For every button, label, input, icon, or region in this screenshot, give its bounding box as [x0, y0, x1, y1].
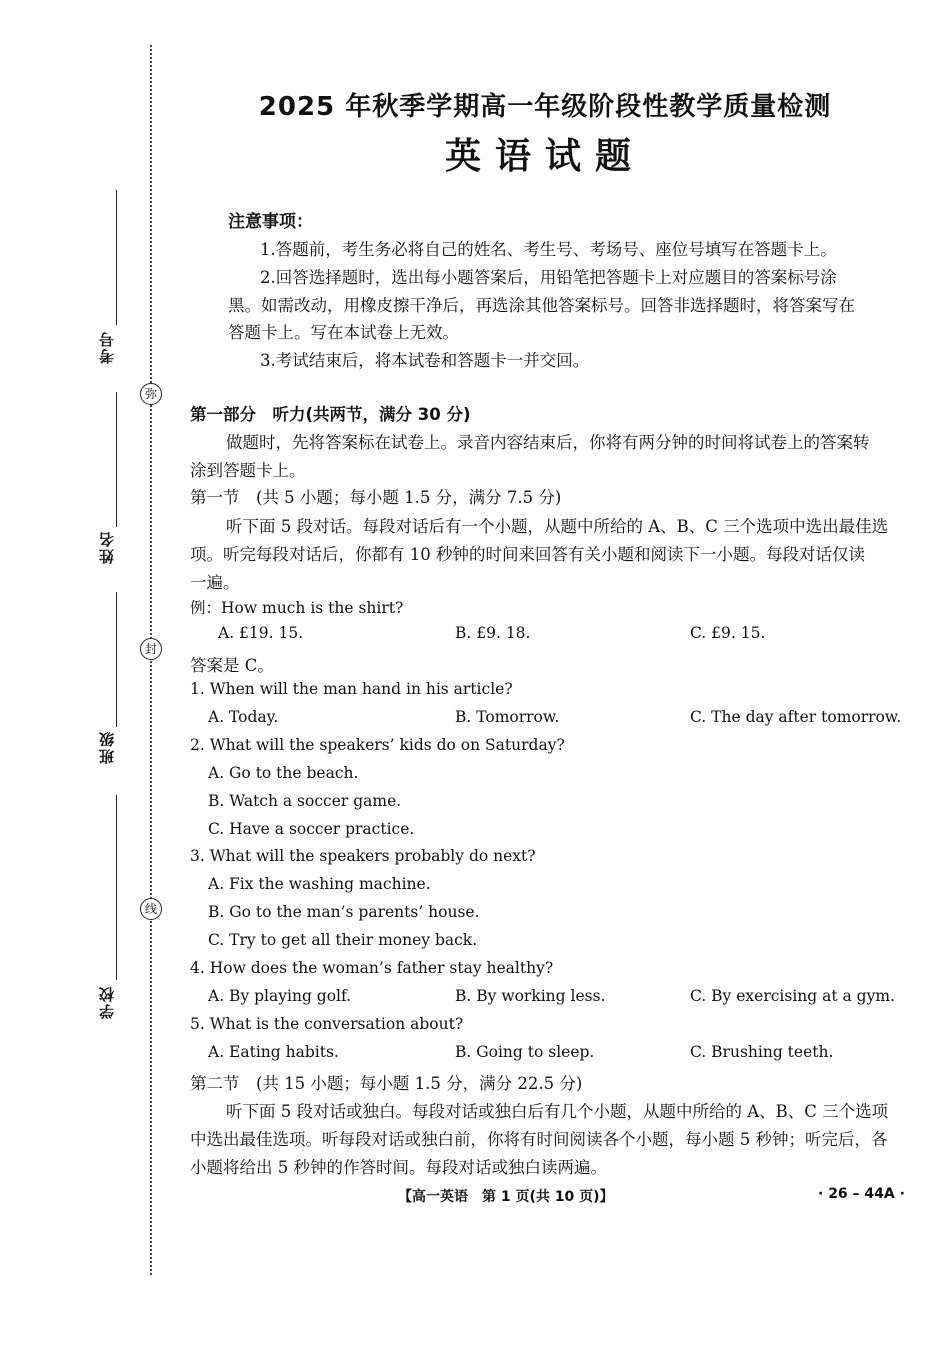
notice-line-1: 1.答题前，考生务必将自己的姓名、考生号、考场号、座位号填写在答题卡上。	[260, 240, 837, 259]
page-footer: 【高一英语 第 1 页(共 10 页)】	[398, 1189, 614, 1205]
exam-number-blank-line	[116, 190, 117, 325]
seal-mark-xian: 线	[140, 898, 162, 920]
part1-intro-line-1: 做题时，先将答案标在试卷上。录音内容结束后，你将有两分钟的时间将试卷上的答案转	[226, 433, 870, 452]
part1-heading: 第一部分 听力(共两节，满分 30 分)	[190, 405, 471, 424]
exam-number-label: 考号	[98, 330, 116, 364]
name-blank-line	[116, 392, 117, 527]
section1-intro-line-3: 一遍。	[190, 573, 240, 592]
notice-line-5: 3.考试结束后，将本试卷和答题卡一并交回。	[260, 351, 590, 370]
question-1-option-a: A. Today.	[208, 708, 279, 726]
question-5-option-c: C. Brushing teeth.	[690, 1043, 834, 1061]
question-1-stem: 1. When will the man hand in his article?	[190, 680, 513, 698]
part1-intro-line-2: 涂到答题卡上。	[190, 461, 306, 480]
school-blank-line	[116, 795, 117, 980]
question-2-option-c: C. Have a soccer practice.	[208, 820, 415, 838]
question-2-option-b: B. Watch a soccer game.	[208, 792, 402, 810]
notice-line-3: 黑。如需改动，用橡皮擦干净后，再选涂其他答案标号。回答非选择题时，将答案写在	[228, 296, 855, 315]
notice-heading: 注意事项：	[228, 212, 313, 232]
question-4-stem: 4. How does the woman’s father stay healthy?	[190, 959, 554, 977]
class-blank-line	[116, 592, 117, 727]
question-4-option-b: B. By working less.	[455, 987, 606, 1005]
seal-mark-feng: 封	[140, 638, 162, 660]
question-2-option-a: A. Go to the beach.	[208, 764, 359, 782]
exam-title: 2025 年秋季学期高一年级阶段性教学质量检测	[258, 92, 832, 122]
section1-heading: 第一节 (共 5 小题；每小题 1.5 分，满分 7.5 分)	[190, 488, 562, 507]
question-5-stem: 5. What is the conversation about?	[190, 1015, 464, 1033]
example-option-c: C. £9. 15.	[690, 624, 766, 642]
section2-intro-line-3: 小题将给出 5 秒钟的作答时间。每段对话或独白读两遍。	[190, 1158, 607, 1177]
name-label: 姓名	[98, 530, 116, 564]
section2-heading: 第二节 (共 15 小题；每小题 1.5 分，满分 22.5 分)	[190, 1074, 583, 1093]
question-3-option-b: B. Go to the man’s parents’ house.	[208, 903, 480, 921]
paper-code: · 26 – 44A ·	[818, 1186, 905, 1202]
question-1-option-b: B. Tomorrow.	[455, 708, 560, 726]
question-5-option-b: B. Going to sleep.	[455, 1043, 595, 1061]
question-3-stem: 3. What will the speakers probably do next?	[190, 847, 536, 865]
question-4-option-c: C. By exercising at a gym.	[690, 987, 895, 1005]
section1-intro-line-2: 项。听完每段对话后，你都有 10 秒钟的时间来回答有关小题和阅读下一小题。每段对话仅读	[190, 545, 865, 564]
seal-mark-mi: 弥	[140, 383, 162, 405]
question-2-stem: 2. What will the speakers’ kids do on Saturday?	[190, 736, 565, 754]
question-3-option-c: C. Try to get all their money back.	[208, 931, 478, 949]
binding-dotted-line	[150, 45, 152, 1275]
question-3-option-a: A. Fix the washing machine.	[208, 875, 431, 893]
question-5-option-a: A. Eating habits.	[208, 1043, 339, 1061]
section1-intro-line-1: 听下面 5 段对话。每段对话后有一个小题，从题中所给的 A、B、C 三个选项中选出最佳选	[226, 517, 889, 536]
notice-line-4: 答题卡上。写在本试卷上无效。	[228, 323, 459, 342]
school-label: 学校	[98, 985, 116, 1019]
class-label: 班级	[98, 730, 116, 764]
section2-intro-line-2: 中选出最佳选项。听每段对话或独白前，你将有时间阅读各个小题，每小题 5 秒钟；听完后，各	[190, 1130, 888, 1149]
section2-intro-line-1: 听下面 5 段对话或独白。每段对话或独白后有几个小题，从题中所给的 A、B、C 三个选项	[226, 1102, 889, 1121]
subject-title: 英语试题	[444, 136, 645, 177]
example-question: 例：How much is the shirt?	[190, 599, 404, 617]
question-4-option-a: A. By playing golf.	[208, 987, 352, 1005]
example-option-b: B. £9. 18.	[455, 624, 531, 642]
question-1-option-c: C. The day after tomorrow.	[690, 708, 902, 726]
notice-line-2: 2.回答选择题时，选出每小题答案后，用铅笔把答题卡上对应题目的答案标号涂	[260, 268, 837, 287]
example-option-a: A. £19. 15.	[218, 624, 304, 642]
example-answer: 答案是 C。	[190, 656, 274, 675]
